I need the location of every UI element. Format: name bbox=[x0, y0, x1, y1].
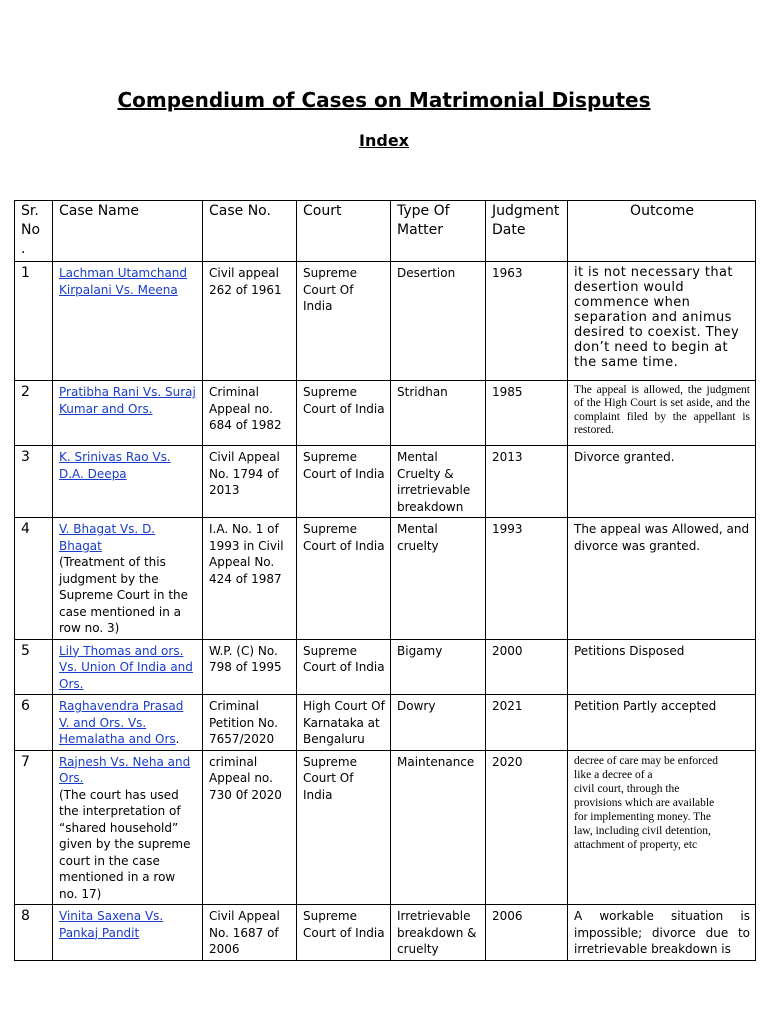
court-cell: Supreme Court of India bbox=[297, 518, 391, 640]
header-type-of-matter: Type Of Matter bbox=[391, 201, 486, 262]
date-cell: 2020 bbox=[486, 750, 568, 905]
court-cell: Supreme Court of India bbox=[297, 446, 391, 518]
outcome-line: provisions which are available bbox=[574, 796, 715, 809]
outcome-line: civil court, through the bbox=[574, 782, 680, 795]
case-name-cell bbox=[53, 905, 203, 961]
date-cell: 1993 bbox=[486, 518, 568, 640]
outcome-line: like a decree of a bbox=[574, 768, 653, 781]
case-link[interactable]: Lily Thomas and ors. Vs. Union Of India and Ors. bbox=[59, 643, 193, 691]
court-cell: High Court Of Karnataka at Bengaluru bbox=[297, 695, 391, 751]
case-link[interactable]: K. Srinivas Rao Vs. D.A. Deepa bbox=[59, 450, 171, 481]
case-name-cell bbox=[53, 262, 203, 381]
outcome-cell bbox=[568, 750, 756, 905]
case-note: (The court has used the interpretation of “shared household” given by the supreme court in the case mentioned in a row no. 17) bbox=[59, 787, 191, 901]
sr-cell: 7 bbox=[15, 750, 53, 905]
sr-cell: 2 bbox=[15, 381, 53, 446]
type-cell: Bigamy bbox=[391, 639, 486, 695]
table-row bbox=[15, 695, 756, 751]
table-row bbox=[15, 905, 756, 961]
header-judgment-date: Judgment Date bbox=[486, 201, 568, 262]
case-name-cell bbox=[53, 639, 203, 695]
sr-cell: 4 bbox=[15, 518, 53, 640]
case-link[interactable]: V. Bhagat Vs. D. Bhagat bbox=[59, 522, 156, 553]
outcome-cell: A workable situation is impossible; divorce due to irretrievable breakdown is bbox=[568, 905, 756, 961]
table-header-row bbox=[15, 201, 756, 262]
type-cell: Desertion bbox=[391, 262, 486, 381]
case-no-cell: I.A. No. 1 of 1993 in Civil Appeal No. 424 of 1987 bbox=[203, 518, 297, 640]
sr-cell: 3 bbox=[15, 446, 53, 518]
court-cell: Supreme Court Of India bbox=[297, 262, 391, 381]
sr-cell: 8 bbox=[15, 905, 53, 961]
court-cell: Supreme Court Of India bbox=[297, 750, 391, 905]
date-cell: 2021 bbox=[486, 695, 568, 751]
type-cell: Mental cruelty bbox=[391, 518, 486, 640]
table-row bbox=[15, 518, 756, 640]
case-name-cell bbox=[53, 750, 203, 905]
case-no-cell: Civil Appeal No. 1687 of 2006 bbox=[203, 905, 297, 961]
court-cell: Supreme Court of India bbox=[297, 905, 391, 961]
case-no-cell: Civil appeal 262 of 1961 bbox=[203, 262, 297, 381]
sr-cell: 5 bbox=[15, 639, 53, 695]
table-row bbox=[15, 446, 756, 518]
outcome-cell: it is not necessary that desertion would commence when separation and animus desired to coexist. They don’t need to begin at the same time. bbox=[568, 262, 756, 381]
document-title: Compendium of Cases on Matrimonial Disputes bbox=[117, 88, 651, 112]
case-name-cell bbox=[53, 381, 203, 446]
case-name-cell bbox=[53, 446, 203, 518]
type-cell: Mental Cruelty & irretrievable breakdown bbox=[391, 446, 486, 518]
case-link[interactable]: Rajnesh Vs. Neha and Ors. bbox=[59, 754, 191, 785]
header-sr-no: Sr. No . bbox=[15, 201, 53, 262]
outcome-line: law, including civil detention, bbox=[574, 824, 711, 837]
outcome-line: attachment of property, etc bbox=[574, 838, 698, 851]
header-outcome: Outcome bbox=[568, 201, 756, 262]
case-no-cell: Criminal Appeal no. 684 of 1982 bbox=[203, 381, 297, 446]
outcome-line: for implementing money. The bbox=[574, 810, 712, 823]
case-link-suffix: . bbox=[175, 732, 180, 746]
case-link[interactable]: Pratibha Rani Vs. Suraj Kumar and Ors. bbox=[59, 385, 196, 416]
case-index-table bbox=[14, 200, 756, 961]
court-cell: Supreme Court of India bbox=[297, 639, 391, 695]
outcome-cell: Petitions Disposed bbox=[568, 639, 756, 695]
type-cell: Irretrievable breakdown & cruelty bbox=[391, 905, 486, 961]
case-link[interactable]: Lachman Utamchand Kirpalani Vs. Meena bbox=[59, 266, 188, 297]
type-cell: Dowry bbox=[391, 695, 486, 751]
case-name-cell bbox=[53, 518, 203, 640]
table-row bbox=[15, 262, 756, 381]
index-heading: Index bbox=[359, 131, 409, 150]
date-cell: 1985 bbox=[486, 381, 568, 446]
header-court: Court bbox=[297, 201, 391, 262]
case-link[interactable]: Vinita Saxena Vs. Pankaj Pandit bbox=[59, 909, 164, 940]
outcome-cell: Divorce granted. bbox=[568, 446, 756, 518]
table-row bbox=[15, 639, 756, 695]
sr-cell: 6 bbox=[15, 695, 53, 751]
court-cell: Supreme Court of India bbox=[297, 381, 391, 446]
outcome-cell: The appeal was Allowed, and divorce was granted. bbox=[568, 518, 756, 640]
sr-cell: 1 bbox=[15, 262, 53, 381]
table-row bbox=[15, 381, 756, 446]
case-no-cell: criminal Appeal no. 730 0f 2020 bbox=[203, 750, 297, 905]
case-name-cell bbox=[53, 695, 203, 751]
header-case-name: Case Name bbox=[53, 201, 203, 262]
date-cell: 2000 bbox=[486, 639, 568, 695]
case-no-cell: Criminal Petition No. 7657/2020 bbox=[203, 695, 297, 751]
date-cell: 2013 bbox=[486, 446, 568, 518]
outcome-cell: The appeal is allowed, the judgment of the High Court is set aside, and the complaint filed by the appellant is restored. bbox=[568, 381, 756, 446]
date-cell: 2006 bbox=[486, 905, 568, 961]
case-link[interactable]: Raghavendra Prasad V. and Ors. Vs. Hemalatha and Ors bbox=[59, 699, 184, 746]
type-cell: Stridhan bbox=[391, 381, 486, 446]
header-case-no: Case No. bbox=[203, 201, 297, 262]
outcome-line: decree of care may be enforced bbox=[574, 754, 718, 767]
case-no-cell: Civil Appeal No. 1794 of 2013 bbox=[203, 446, 297, 518]
outcome-cell: Petition Partly accepted bbox=[568, 695, 756, 751]
case-note: (Treatment of this judgment by the Supreme Court in the case mentioned in a row no. 3) bbox=[59, 555, 189, 635]
date-cell: 1963 bbox=[486, 262, 568, 381]
type-cell: Maintenance bbox=[391, 750, 486, 905]
table-row bbox=[15, 750, 756, 905]
case-no-cell: W.P. (C) No. 798 of 1995 bbox=[203, 639, 297, 695]
